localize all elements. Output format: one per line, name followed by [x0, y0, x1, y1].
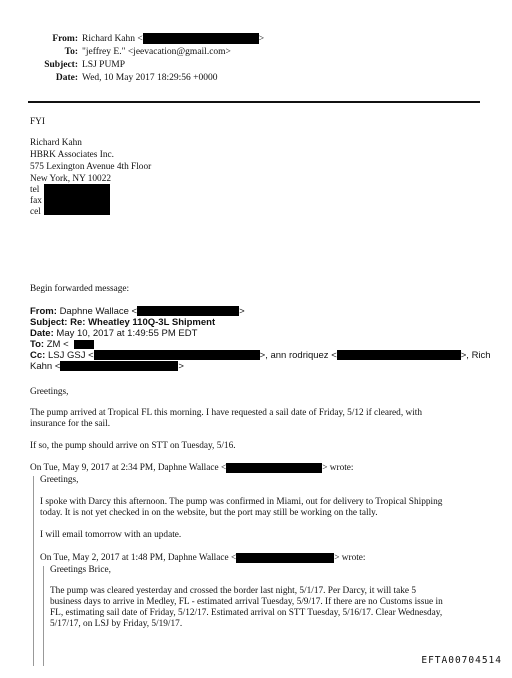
redaction-bar [337, 350, 461, 360]
fwd-to-line: To: ZM < [30, 339, 69, 350]
signature-address1: 575 Lexington Avenue 4th Floor [30, 162, 152, 172]
fwd-cc-line: Cc: LSJ GSJ < >, ann rodriquez < >, Rich [30, 350, 491, 361]
date-value: Wed, 10 May 2017 18:29:56 +0000 [82, 73, 218, 83]
quote-attribution: On Tue, May 2, 2017 at 1:48 PM, Daphne Wallace < > wrote: [40, 553, 366, 564]
message-line: The pump arrived at Tropical FL this morning. I have requested a sail date of Friday, 5/12 if cleared, with [30, 408, 423, 418]
date-label: Date: [55, 73, 78, 83]
header-divider [28, 101, 480, 103]
signature-cel-label: cel [30, 207, 41, 217]
quote-bar [43, 566, 44, 666]
redaction-bar [236, 553, 334, 563]
fwd-cc-line2: Kahn < > [30, 361, 184, 372]
message-line: insurance for the sail. [30, 419, 111, 429]
quote-attribution: On Tue, May 9, 2017 at 2:34 PM, Daphne Wallace < > wrote: [30, 463, 354, 474]
message-line: I will email tomorrow with an update. [40, 530, 182, 540]
fyi-text: FYI [30, 117, 45, 127]
message-line: The pump was cleared yesterday and crossed the border last night, 5/1/17. Per Darcy, it will take 5 [50, 586, 416, 596]
redaction-bar [44, 184, 110, 215]
redaction-bar [137, 306, 239, 316]
fwd-from-line: From: Daphne Wallace < > [30, 306, 245, 317]
greeting: Greetings, [40, 475, 79, 485]
message-line: I spoke with Darcy this afternoon. The pump was confirmed in Miami, out for delivery to Tropical Shipping [40, 497, 443, 507]
subject-value: LSJ PUMP [82, 60, 126, 70]
fwd-subject-line: Subject: Re: Wheatley 110Q-3L Shipment [30, 317, 216, 328]
redaction-bar [143, 33, 259, 44]
fwd-date-line: Date: May 10, 2017 at 1:49:55 PM EDT [30, 328, 198, 339]
from-label: From: [52, 34, 78, 44]
message-line: 5/17/17, on LSJ by Friday, 5/19/17. [50, 619, 183, 629]
to-value: "jeffrey E." <jeevacation@gmail.com> [82, 47, 231, 57]
signature-tel-label: tel [30, 185, 40, 195]
forward-intro: Begin forwarded message: [30, 284, 130, 294]
redaction-bar [60, 361, 178, 371]
message-line: today. It is not yet checked in on the website, but the port may still be working on the tally. [40, 508, 378, 518]
quote-bar [33, 476, 34, 666]
message-line: If so, the pump should arrive on STT on Tuesday, 5/16. [30, 441, 236, 451]
redaction-bar [226, 463, 322, 473]
to-label: To: [64, 47, 78, 57]
signature-name: Richard Kahn [30, 138, 82, 148]
signature-company: HBRK Associates Inc. [30, 150, 114, 160]
document-id: EFTA00704514 [421, 655, 502, 666]
signature-address2: New York, NY 10022 [30, 174, 112, 184]
from-field: Richard Kahn < > [82, 34, 265, 44]
greeting: Greetings, [30, 387, 69, 397]
subject-label: Subject: [44, 60, 78, 70]
redaction-bar [94, 350, 260, 360]
redaction-bar [74, 340, 94, 349]
message-line: business days to arrive in Medley, FL - estimated arrival Tuesday, 5/9/17. If there are no Customs issue in [50, 597, 443, 607]
signature-fax-label: fax [30, 196, 42, 206]
message-line: FL, estimating sail date of Friday, 5/12/17. Estimated arrival on STT Tuesday, 5/16/17. Clear Wednesday, [50, 608, 443, 618]
greeting: Greetings Brice, [50, 565, 111, 575]
